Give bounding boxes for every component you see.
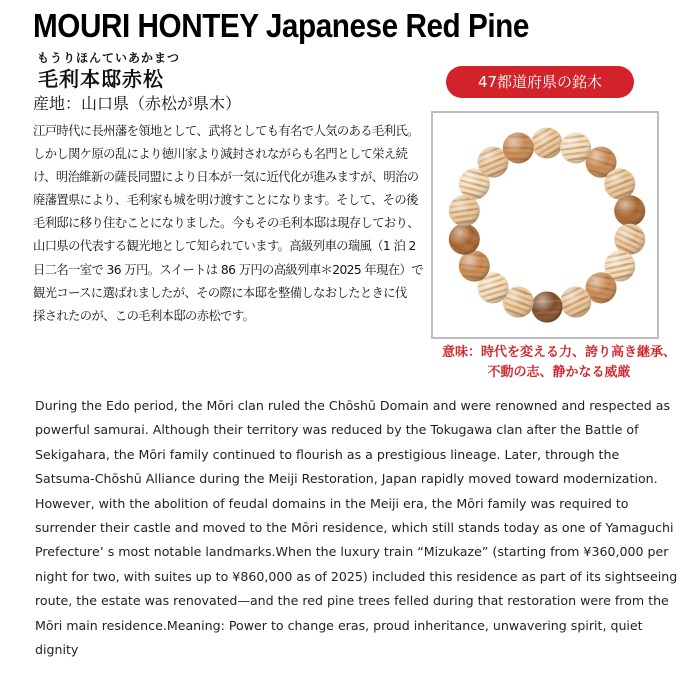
jp-line: 山口県の代表する観光地として知られています。高級列車の瑞風（1 泊 2 [33,239,416,254]
en-line: However, with the abolition of feudal domains in the Meiji era, the Mōri family was required to [35,495,629,511]
meaning-text [426,343,692,383]
wood-bead [449,195,480,226]
jp-line: 採されたのが、この毛利本邸の赤松です。 [33,308,255,323]
wood-bead [531,127,562,159]
en-line: powerful samurai. Although their territory was reduced by the Tokugawa clan after the Battle of [35,422,639,438]
en-line: night for two, with suites up to ¥860,000 as of 2025) included this residence as part of its sightseeing [35,568,678,584]
en-line: During the Edo period, the Mōri clan ruled the Chōshū Domain and were renowned and respected as [35,398,671,413]
origin-label: 産地：山口県（赤松が県木） [33,94,242,113]
wood-bead [614,195,645,226]
english-description [35,394,678,662]
jp-line: しかし関ケ原の乱により徳川家より減封されながらも名門として栄え続 [33,147,408,162]
wood-bead [532,292,563,323]
japanese-description [33,120,423,328]
prefecture-tree-badge: 47都道府県の銘木 [446,66,634,98]
en-line: Prefecture’ s most notable landmarks.When the luxury train “Mizukaze” (starting from ¥360,000 per [35,544,669,560]
meaning-line: 意味：時代を変える力、誇り高き継承、 [441,345,676,360]
wood-bead [604,169,635,200]
jp-line: 日二名一室で 36 万円。スイートは 86 万円の高級列車＊2025 年現在）で [33,262,423,277]
wood-bead [614,224,645,255]
en-line: Sekigahara, the Mōri family continued to flourish as a prestigious lineage. Later, through the [35,446,620,462]
wood-bead [449,223,480,255]
jp-line: 江戸時代に長州藩を領地として、武将としても有名で人気のある毛利氏。 [33,124,419,138]
meaning-line: 不動の志、静かなる威厳 [487,365,631,380]
en-line: route, the estate was renovated—and the red pine trees felled during that restoration were from the [35,593,669,609]
wood-bead [459,251,490,282]
en-line: Mōri main residence.Meaning: Power to change eras, proud inheritance, unwavering spirit, quiet [35,617,643,633]
product-photo-frame [431,111,659,339]
jp-line: 廃藩置県により、毛利家も城を明け渡すことになります。そして、その後 [33,193,418,208]
jp-line: 毛利邸に移り住むことになりました。今もその毛利本邸は現存しており、 [33,216,419,231]
product-name-kanji: 毛利本邸赤松 [38,67,164,91]
furigana-reading: もうりほんていあかまつ [37,51,181,65]
wood-bead [503,132,534,163]
jp-line: 観光コースに選ばれましたが、その際に本邸を整備しなおしたときに伐 [33,285,407,300]
bracelet-image [433,113,657,337]
en-line: Satsuma-Chōshū Alliance during the Meiji Restoration, Japan rapidly moved toward modernization. [35,471,658,487]
en-line: dignity [35,642,79,658]
jp-line: け、明治維新の薩長同盟により日本が一気に近代化が進みますが、明治の [33,170,419,185]
en-line: surrender their castle and moved to the Mōri residence, which still stands today as one of Yamaguchi [35,520,674,536]
product-title: MOURI HONTEY Japanese Red Pine [33,7,529,44]
